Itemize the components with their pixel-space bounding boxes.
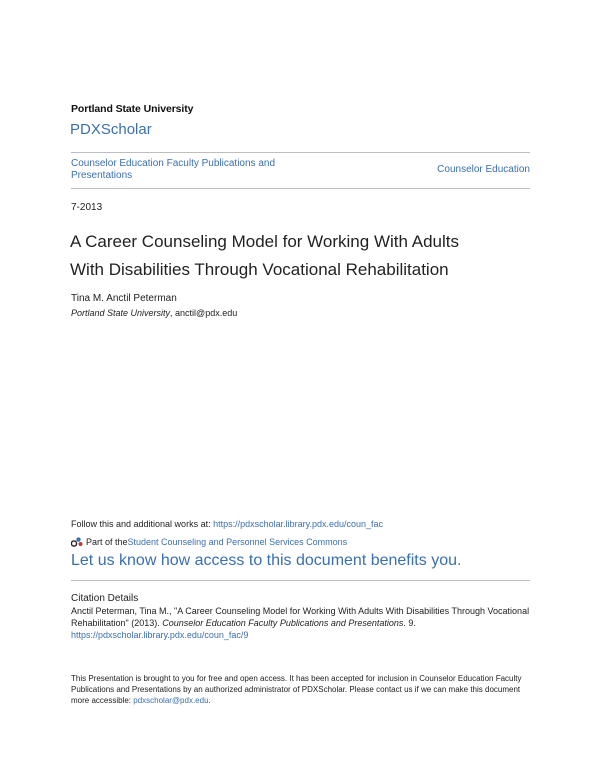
university-name: Portland State University: [71, 103, 194, 115]
commons-link[interactable]: Student Counseling and Personnel Services Commons: [127, 537, 348, 547]
follow-label: Follow this and additional works at:: [71, 519, 214, 529]
divider-top: [71, 152, 530, 153]
citation-heading: Citation Details: [71, 593, 139, 604]
citation-end: . 9.: [403, 618, 416, 628]
collection-link[interactable]: Counselor Education Faculty Publications and Presentations: [71, 158, 276, 181]
partof-label: Part of the: [86, 537, 128, 547]
contact-email-link[interactable]: pdxscholar@pdx.edu: [133, 696, 209, 705]
benefits-link[interactable]: Let us know how access to this document benefits you.: [71, 552, 462, 569]
article-title: [70, 228, 540, 284]
follow-line: [71, 519, 383, 529]
access-notice: [71, 673, 531, 706]
citation-url-link[interactable]: https://pdxscholar.library.pdx.edu/coun_fac/9: [71, 630, 249, 640]
citation-italic: Counselor Education Faculty Publications and Presentations: [162, 618, 404, 628]
follow-url-link[interactable]: https://pdxscholar.library.pdx.edu/coun_fac: [213, 519, 384, 529]
repository-link[interactable]: PDXScholar: [70, 121, 152, 138]
notice-end: .: [208, 696, 211, 705]
author-affiliation: [71, 308, 237, 318]
publication-date: 7-2013: [71, 202, 103, 213]
divider-citation: [71, 580, 530, 581]
author-email: , anctil@pdx.edu: [170, 308, 238, 318]
affiliation-name: Portland State University: [71, 308, 171, 318]
divider-series: [71, 188, 530, 189]
partof-line: [71, 537, 347, 547]
department-link[interactable]: Counselor Education: [437, 164, 530, 175]
citation-text: [71, 605, 531, 641]
article-title-line-2: With Disabilities Through Vocational Rehabilitation: [70, 260, 449, 279]
article-title-line-1: A Career Counseling Model for Working With Adults: [70, 232, 459, 251]
network-icon: [71, 537, 83, 547]
notice-text: This Presentation is brought to you for free and open access. It has been accepted for inclusion in Counselor Education Faculty Publications and Presentations by an authorized administrator of PDXScholar. Please contact us if we can make this document more accessible:: [71, 674, 522, 705]
author-name: Tina M. Anctil Peterman: [71, 293, 177, 304]
citation-plain: Anctil Peterman, Tina M., "A Career Counseling Model for Working With Adults With Disabilities Through Vocational Rehabilitation" (2013).: [71, 606, 530, 628]
